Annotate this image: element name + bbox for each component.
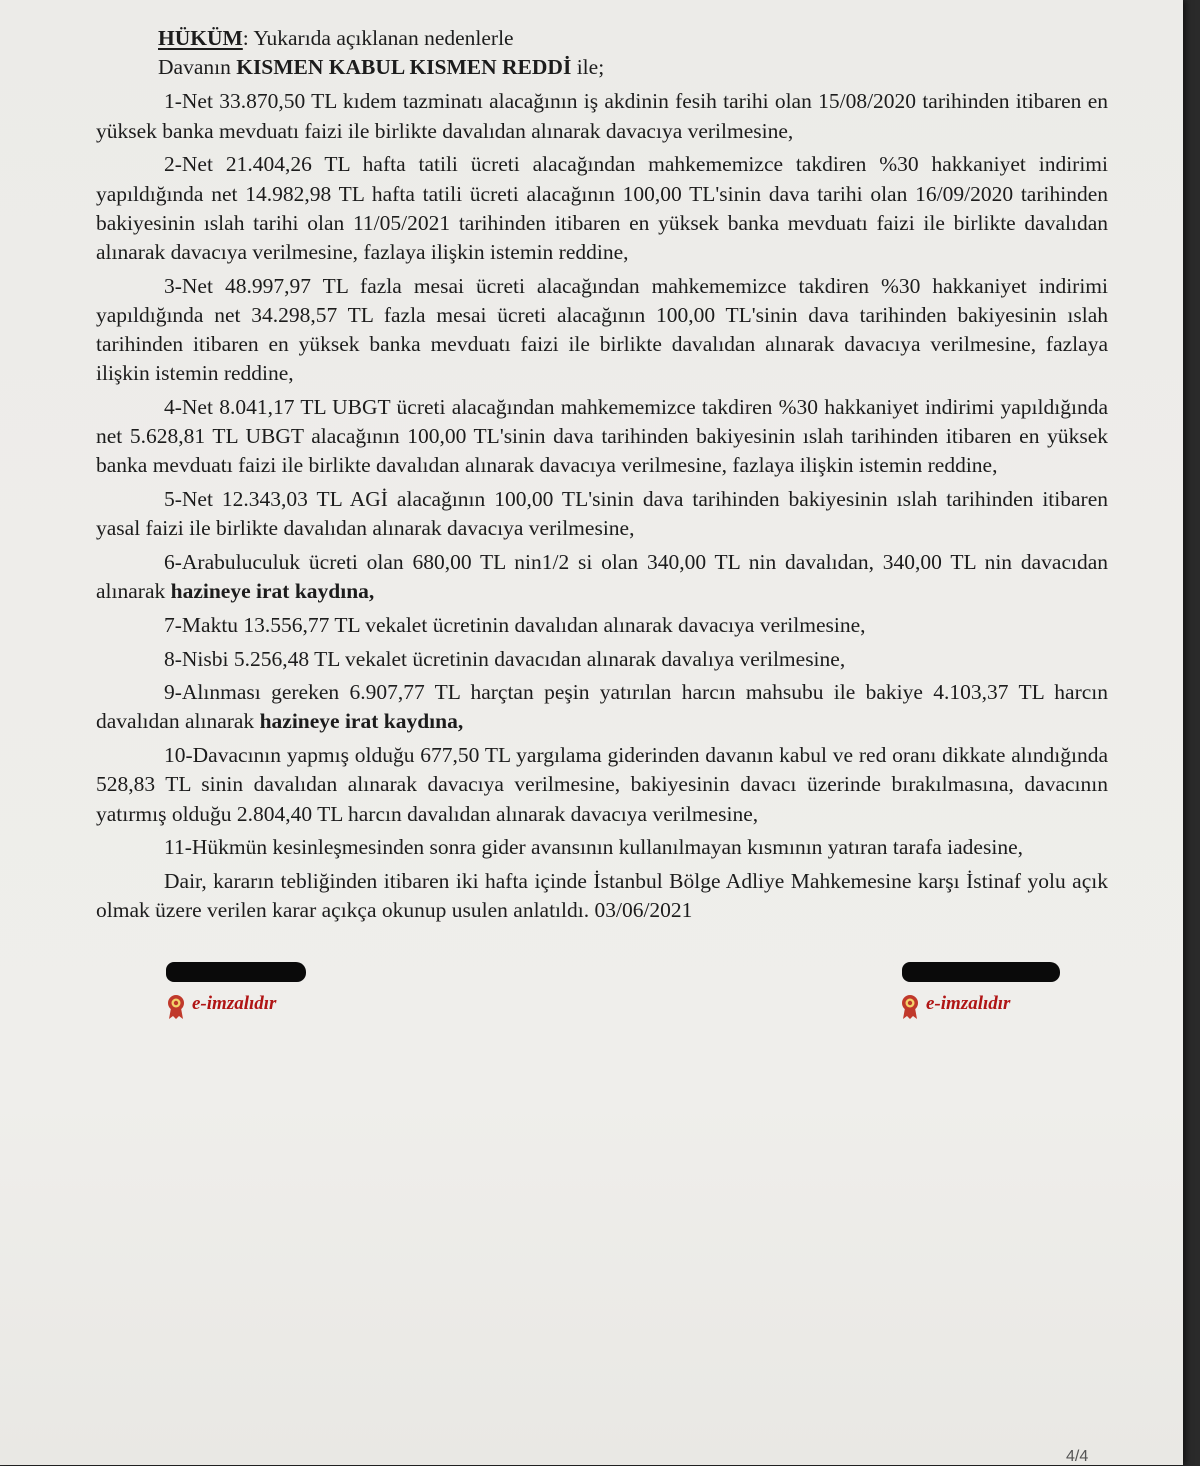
verdict-item-text: 4-Net 8.041,17 TL UBGT ücreti alacağından mahkememizce takdiren %30 hakkaniyet indirimi yapıldığında net 5.628,81 TL UBGT alacağının 100,00 TL'sinin dava tarihinden bakiyesinin ıslah tarihinden itibaren en yüksek banka mevduatı faizi ile birlikte davalıdan alınarak davacıya verilmesine, fazlaya ilişkin istemin reddine, bbox=[96, 394, 1108, 478]
verdict-heading-text: : Yukarıda açıklanan nedenlerle bbox=[242, 26, 514, 50]
decision-line bbox=[158, 53, 1108, 82]
verdict-item-5 bbox=[96, 485, 1108, 543]
verdict-item-4 bbox=[96, 393, 1108, 481]
verdict-item-text: 11-Hükmün kesinleşmesinden sonra gider avansının kullanılmayan kısmının yatıran tarafa iadesine, bbox=[164, 835, 1023, 860]
verdict-item-10 bbox=[96, 741, 1108, 829]
page-number: 4/4 bbox=[1066, 1448, 1089, 1465]
verdict-item-text: 2-Net 21.404,26 TL hafta tatili ücreti alacağından mahkememizce takdiren %30 hakkaniyet indirimi yapıldığında net 14.982,98 TL hafta tatili ücreti alacağının 100,00 TL'sinin dava tarihi olan 16/09/2020 tarihinden bakiyesinin ıslah tarihi olan 11/05/2021 tarihinden itibaren en yüksek banka mevduatı faizi ile birlikte davalıdan alınarak davacıya verilmesine, fazlaya ilişkin istemin reddine, bbox=[96, 152, 1108, 264]
verdict-item-3 bbox=[96, 272, 1108, 389]
verdict-item-text: 1-Net 33.870,50 TL kıdem tazminatı alacağının iş akdinin fesih tarihi olan 15/08/2020 tarihinden itibaren en yüksek banka mevduatı faizi ile birlikte davalıdan alınarak davacıya verilmesine, bbox=[96, 89, 1108, 143]
verdict-item-bold: hazineye irat kaydına, bbox=[170, 579, 375, 604]
verdict-item-text: 7-Maktu 13.556,77 TL vekalet ücretinin davalıdan alınarak davacıya verilmesine, bbox=[164, 612, 866, 637]
verdict-item-text: 10-Davacının yapmış olduğu 677,50 TL yargılama giderinden davanın kabul ve red oranı dikkate alındığında 528,83 TL sinin davalıdan alınarak davacıya verilmesine, bakiyesinin davacı üzerinde bırakılmasına, davacının yatırmış olduğu 2.804,40 TL harcın davalıdan alınarak davacıya verilmesine, bbox=[96, 743, 1108, 826]
verdict-item-text: 5-Net 12.343,03 TL AGİ alacağının 100,00 TL'sinin dava tarihinden bakiyesinin ıslah tarihinden itibaren yasal faizi ile birlikte davalıdan alınarak davacıya verilmesine, bbox=[96, 487, 1108, 541]
verdict-heading-label: HÜKÜM bbox=[158, 26, 243, 50]
decision-emphasis: KISMEN KABUL KISMEN REDDİ bbox=[236, 55, 572, 80]
verdict-item-8 bbox=[96, 645, 1108, 674]
decision-prefix: Davanın bbox=[158, 55, 231, 80]
verdict-item-6 bbox=[96, 548, 1108, 606]
verdict-item-1 bbox=[96, 87, 1108, 145]
signature-right bbox=[900, 962, 1100, 1032]
signature-left bbox=[166, 962, 366, 1032]
redacted-name-right bbox=[902, 962, 1060, 982]
seal-icon bbox=[166, 994, 186, 1020]
verdict-heading bbox=[158, 24, 1108, 53]
verdict-item-text: 9-Alınması gereken 6.907,77 TL harçtan peşin yatırılan harcın mahsubu ile bakiye 4.103,37 TL harcın davalıdan alınarak bbox=[96, 680, 1108, 734]
redacted-name-left bbox=[166, 962, 306, 982]
verdict-item-bold: hazineye irat kaydına, bbox=[259, 709, 464, 734]
verdict-item-7 bbox=[96, 611, 1108, 640]
verdict-item-text: 8-Nisbi 5.256,48 TL vekalet ücretinin davacıdan alınarak davalıya verilmesine, bbox=[164, 646, 846, 671]
verdict-body bbox=[96, 24, 1108, 925]
e-signed-label-right: e-imzalıdır bbox=[926, 993, 1011, 1014]
verdict-item-2 bbox=[96, 150, 1108, 267]
verdict-item-11 bbox=[96, 833, 1108, 862]
verdict-item-text: 6-Arabuluculuk ücreti olan 680,00 TL nin1/2 si olan 340,00 TL nin davalıdan, 340,00 TL nin davacıdan alınarak bbox=[96, 549, 1108, 604]
seal-icon bbox=[900, 994, 920, 1020]
closing-paragraph: Dair, kararın tebliğinden itibaren iki hafta içinde İstanbul Bölge Adliye Mahkemesine karşı İstinaf yolu açık olmak üzere verilen karar açıkça okunup usulen anlatıldı. 03/06/2021 bbox=[96, 868, 1108, 923]
decision-suffix: ile; bbox=[576, 55, 605, 80]
verdict-item-text: 3-Net 48.997,97 TL fazla mesai ücreti alacağından mahkememizce takdiren %30 hakkaniyet indirimi yapıldığında net 34.298,57 TL fazla mesai ücreti alacağının 100,00 TL'sinin dava tarihinden bakiyesinin ıslah tarihinden itibaren en yüksek banka mevduatı faizi ile birlikte davalıdan alınarak davacıya verilmesine, fazlaya ilişkin istemin reddine, bbox=[96, 273, 1108, 386]
verdict-item-9 bbox=[96, 678, 1108, 736]
e-signed-label-left: e-imzalıdır bbox=[192, 993, 277, 1014]
